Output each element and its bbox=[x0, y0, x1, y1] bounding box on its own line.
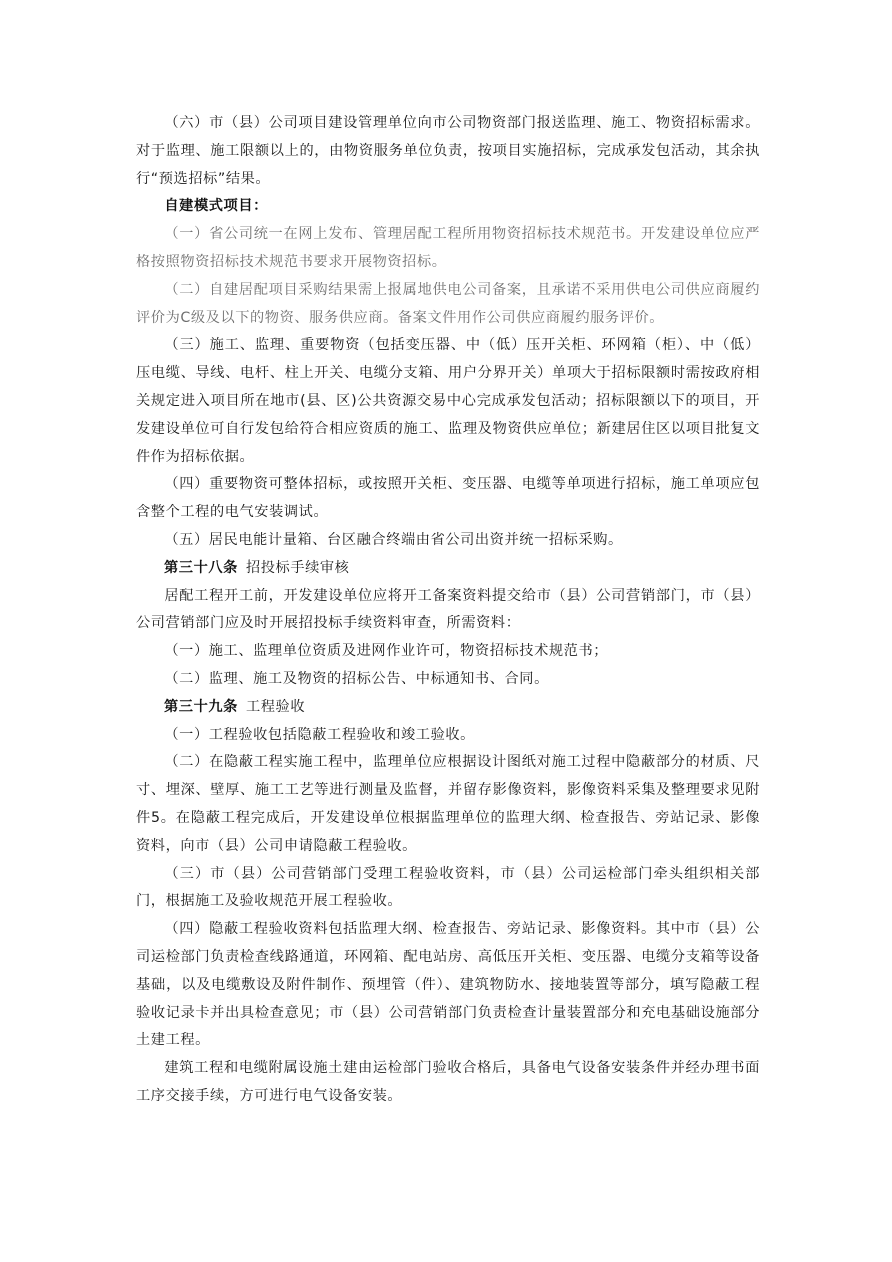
article-39-title: 工程验收 bbox=[245, 698, 306, 715]
paragraph-item-6: （六）市（县）公司项目建设管理单位向市公司物资部门报送监理、施工、物资招标需求。对于监理、施工限额以上的，由物资服务单位负责，按项目实施招标，完成承发包活动，其余执行“预选招标”结果。 bbox=[136, 115, 760, 187]
paragraph-article-39-2: （二）在隐蔽工程实施工程中，监理单位应根据设计图纸对施工过程中隐蔽部分的材质、尺寸、埋深、壁厚、施工工艺等进行测量及监督，并留存影像资料，影像资料采集及整理要求见附件5。在隐蔽工程完成后，开发建设单位根据监理单位的监理大纲、检查报告、旁站记录、影像资料，向市（县）公司申请隐蔽工程验收。 bbox=[136, 754, 760, 854]
paragraph-self-build-2: （二）自建居配项目采购结果需上报属地供电公司备案，且承诺不采用供电公司供应商履约评价为C级及以下的物资、服务供应商。备案文件用作公司供应商履约服务评价。 bbox=[136, 281, 760, 326]
paragraph-article-38-1: （一）施工、监理单位资质及进网作业许可，物资招标技术规范书； bbox=[164, 643, 609, 660]
article-38-title: 招投标手续审核 bbox=[245, 559, 350, 576]
paragraph-self-build-3: （三）施工、监理、重要物资（包括变压器、中（低）压开关柜、环网箱（柜）、中（低）压电缆、导线、电杆、柱上开关、电缆分支箱、用户分界开关）单项大于招标限额时需按政府相关规定进入项目所在地市(县、区)公共资源交易中心完成承发包活动；招标限额以下的项目，开发建设单位可自行发包给符合相应资质的施工、监理及物资供应单位；新建居住区以项目批复文件作为招标依据。 bbox=[136, 337, 760, 465]
paragraph-article-38-intro: 居配工程开工前，开发建设单位应将开工备案资料提交给市（县）公司营销部门，市（县）公司营销部门应及时开展招投标手续资料审查，所需资料： bbox=[136, 587, 760, 632]
paragraph-article-39-3: （三）市（县）公司营销部门受理工程验收资料，市（县）公司运检部门牵头组织相关部门，根据施工及验收规范开展工程验收。 bbox=[136, 865, 760, 910]
document-body bbox=[136, 110, 760, 1111]
paragraph-article-39-closing: 建筑工程和电缆附属设施土建由运检部门验收合格后，具备电气设备安装条件并经办理书面工序交接手续，方可进行电气设备安装。 bbox=[136, 1060, 760, 1104]
article-38-heading bbox=[136, 555, 760, 583]
article-39-number: 第三十九条 bbox=[164, 698, 238, 715]
article-38-number: 第三十八条 bbox=[164, 559, 238, 576]
section-heading-label: 自建模式项目： bbox=[164, 198, 268, 215]
paragraph-article-39-1: （一）工程验收包括隐蔽工程验收和竣工验收。 bbox=[164, 726, 475, 743]
paragraph-article-38-2: （二）监理、施工及物资的招标公告、中标通知书、合同。 bbox=[164, 670, 549, 687]
paragraph-article-39-4: （四）隐蔽工程验收资料包括监理大纲、检查报告、旁站记录、影像资料。其中市（县）公司运检部门负责检查线路通道，环网箱、配电站房、高低压开关柜、变压器、电缆分支箱等设备基础，以及电缆敷设及附件制作、预埋管（件）、建筑物防水、接地装置等部分，填写隐蔽工程验收记录卡并出具检查意见；市（县）公司营销部门负责检查计量装置部分和充电基础设施部分土建工程。 bbox=[136, 921, 760, 1049]
section-heading-self-build bbox=[136, 193, 760, 221]
paragraph-self-build-5: （五）居民电能计量箱、台区融合终端由省公司出资并统一招标采购。 bbox=[164, 531, 623, 548]
paragraph-self-build-4: （四）重要物资可整体招标，或按照开关柜、变压器、电缆等单项进行招标，施工单项应包含整个工程的电气安装调试。 bbox=[136, 476, 760, 521]
paragraph-self-build-1: （一）省公司统一在网上发布、管理居配工程所用物资招标技术规范书。开发建设单位应严格按照物资招标技术规范书要求开展物资招标。 bbox=[136, 226, 760, 270]
article-39-heading bbox=[136, 694, 760, 722]
